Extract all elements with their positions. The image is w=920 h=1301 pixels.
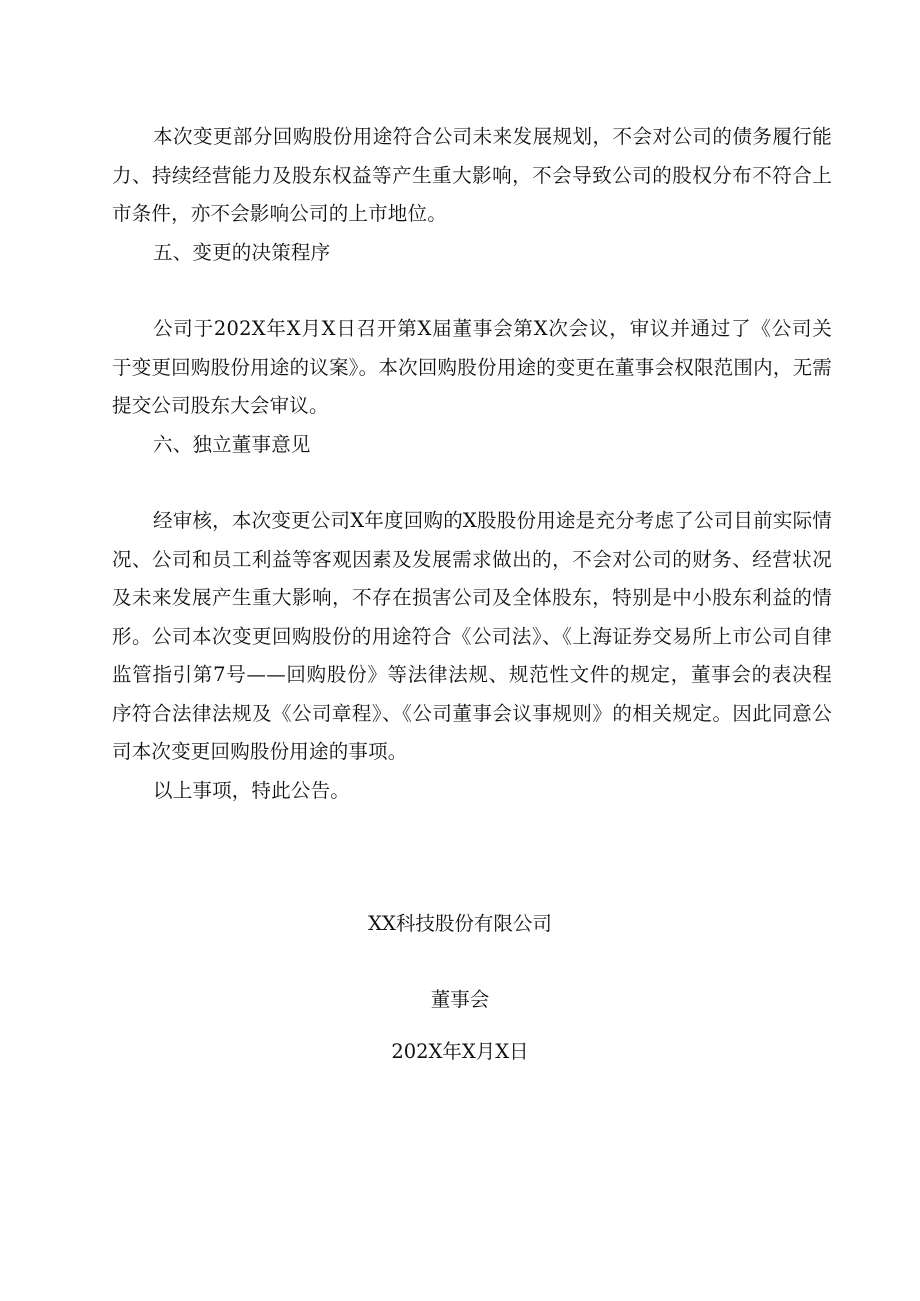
section-heading-decision: 五、变更的决策程序: [153, 240, 331, 264]
company-name: XX科技股份有限公司: [368, 912, 552, 935]
section-heading-independent: 六、独立董事意见: [153, 432, 311, 456]
paragraph-decision: 公司于202X年X月X日召开第X届董事会第X次会议，审议并通过了《公司关于变更回购股份用途的议案》。本次回购股份用途的变更在董事会权限范围内，无需提交公司股东大会审议。: [112, 317, 832, 417]
paragraph-closing: 以上事项，特此公告。: [153, 778, 351, 802]
body-text-middle: [112, 310, 832, 464]
paragraph-impact: 本次变更部分回购股份用途符合公司未来发展规划，不会对公司的债务履行能力、持续经营能力及股东权益等产生重大影响，不会导致公司的股权分布不符合上市条件，亦不会影响公司的上市地位。: [112, 125, 832, 225]
body-text-top: [112, 118, 832, 272]
body-text-bottom: [112, 502, 832, 810]
announcement-date: 202X年X月X日: [391, 1040, 529, 1063]
paragraph-independent-opinion: 经审核，本次变更公司X年度回购的X股股份用途是充分考虑了公司目前实际情况、公司和员工利益等客观因素及发展需求做出的，不会对公司的财务、经营状况及未来发展产生重大影响，不存在损害公司及全体股东，特别是中小股东利益的情形。公司本次变更回购股份的用途符合《公司法》、《上海证券交易所上市公司自律监管指引第7号——回购股份》等法律法规、规范性文件的规定，董事会的表决程序符合法律法规及《公司章程》、《公司董事会议事规则》的相关规定。因此同意公司本次变更回购股份用途的事项。: [112, 509, 832, 763]
board-signature: 董事会: [430, 988, 490, 1011]
